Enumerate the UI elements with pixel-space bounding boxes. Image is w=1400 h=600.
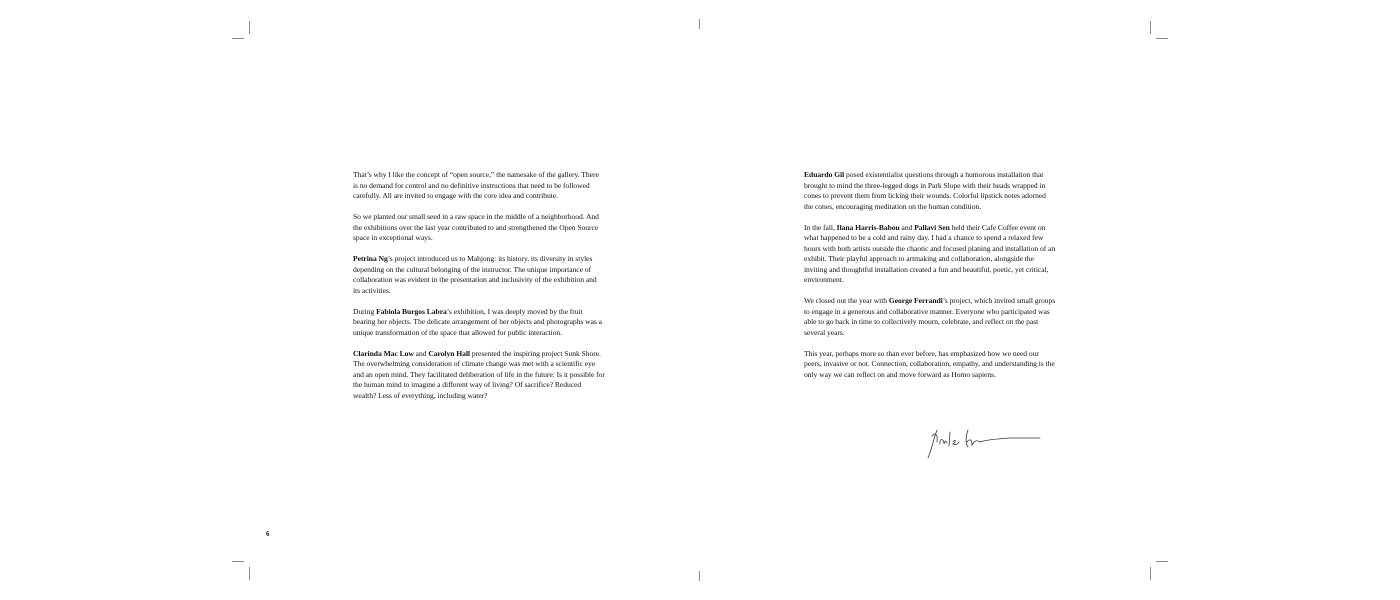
paragraph-text: During [353, 306, 377, 316]
crop-mark [232, 561, 244, 562]
paragraph [804, 349, 1056, 381]
right-page-text [804, 170, 1056, 391]
crop-mark [1150, 567, 1151, 580]
artist-name: Clarinda Mac Low [353, 348, 414, 358]
paragraph [353, 170, 605, 202]
crop-mark [1156, 38, 1168, 39]
paragraph [804, 296, 1056, 338]
paragraph [353, 349, 605, 402]
paragraph [353, 212, 605, 244]
artist-name: Pallavi Sen [914, 222, 950, 232]
paragraph-text: ’s exhibition, I was deeply moved by the fruit bearing her objects. The delicate arrangement of her objects and photographs was a unique transformation of the space that allowed for public interaction. [353, 306, 602, 337]
paragraph-text: We closed out the year with [804, 296, 889, 305]
paragraph-text: This year, perhaps more so than ever before, has emphasized how we need our peers, invasive or not. Connection, collaboration, empathy, and understanding is the only way we can reflect on and move forward as Homo sapiens. [804, 348, 1055, 379]
paragraph-text: ’s project introduced us to Mahjong: its history, its diversity in styles depending on the cultural belonging of the instructor. The unique importance of collaboration was evident in the presentation and inclusivity of the exhibition and its activities. [353, 254, 597, 295]
paragraph [804, 223, 1056, 286]
paragraph-text: held their Cafe Coffee event on what happened to be a cold and rainy day. I had a chance to spend a relaxed few hours with both artists outside the chaotic and focused planing and installation of an exhibit. Their playful approach to artmaking and collaboration, alongside the inviting and thoughtful installation created a fun and beautiful, poetic, yet critical, environment. [804, 222, 1056, 284]
crop-mark [1150, 21, 1151, 34]
crop-mark [232, 38, 244, 39]
crop-mark [249, 21, 250, 34]
paragraph-text: presented the inspiring project Sunk Shore. The overwhelming consideration of climate change was met with a scientific eye and an open mind. They facilitated deliberation of life in the future: Is it possible for the human mind to imagine a different way of living? Of sacrifice? Reduced wealth? Less of everything, including water? [353, 348, 605, 400]
paragraph-text: and [413, 348, 429, 358]
artist-name: Petrina Ng [353, 254, 388, 263]
handwritten-signature-icon [920, 420, 1050, 465]
paragraph [353, 307, 605, 339]
paragraph [353, 254, 605, 296]
paragraph-text: That’s why I like the concept of “open source,” the namesake of the gallery. There is no demand for control and no definitive instructions that need to be followed carefully. All are invited to engage with the core idea and contribute. [353, 170, 599, 200]
artist-name: Ilana Harris-Babou [836, 222, 900, 232]
crop-mark [699, 19, 700, 29]
paragraph-text: posed existentialist questions through a humorous installation that brought to mind the three-legged dogs in Park Slope with their heads wrapped in cones to prevent them from licking their wounds. Colorful lipstick notes adorned the cones, encouraging meditation on the human condition. [804, 170, 1046, 211]
page-number: 6 [266, 530, 270, 538]
paragraph-text: In the fall, [804, 222, 837, 232]
paragraph-text: ’s project, which invited small groups to engage in a generous and collaborative manner. Everyone who participated was able to go back in time to collectively mourn, celebrate, and reflect on the past several years. [804, 296, 1056, 337]
paragraph-text: So we planted our small seed in a raw space in the middle of a neighborhood. And the exhibitions over the last year contributed to and strengthened the Open Source space in exceptional ways. [353, 212, 599, 242]
crop-mark [1156, 561, 1168, 562]
artist-name: George Ferrandi [888, 296, 943, 305]
artist-name: Fabiola Burgos Labra [376, 306, 447, 316]
left-page-text [353, 170, 605, 412]
paragraph-text: and [899, 222, 915, 232]
crop-mark [699, 571, 700, 581]
crop-mark [249, 567, 250, 580]
artist-name: Eduardo Gil [804, 170, 845, 179]
paragraph [804, 170, 1056, 212]
artist-name: Carolyn Hall [428, 348, 470, 358]
